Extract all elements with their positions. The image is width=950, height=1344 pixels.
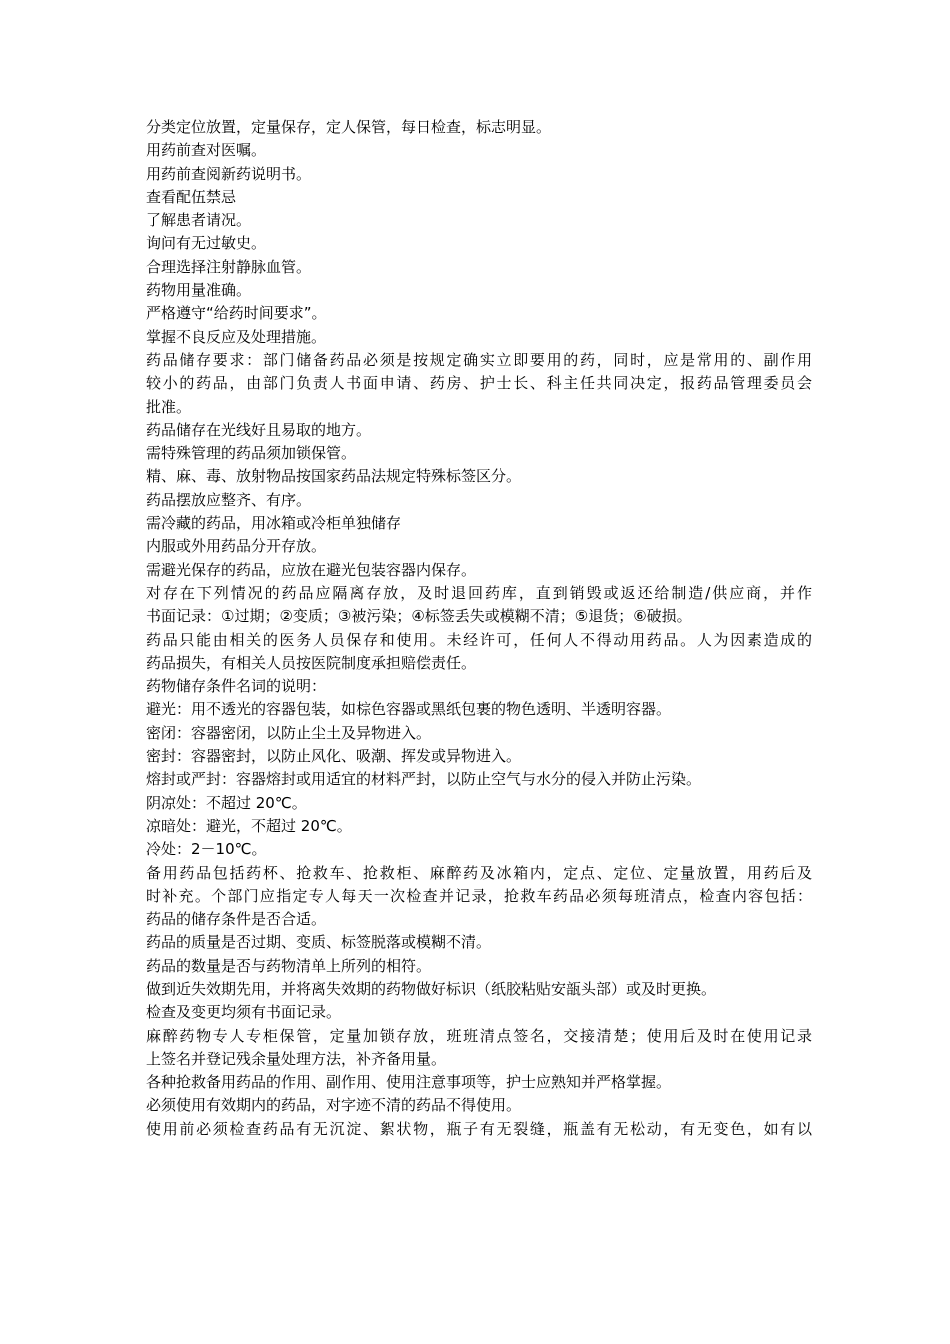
text-line: 用药前查对医嘱。 — [146, 141, 267, 160]
text-line: 查看配伍禁忌 — [146, 187, 237, 206]
document-body — [146, 116, 812, 1141]
text-line: 询问有无过敏史。 — [146, 234, 267, 253]
text-line: 需冷藏的药品，用冰箱或冷柜单独储存 — [146, 514, 402, 533]
text-line: 内服或外用药品分开存放。 — [146, 537, 327, 556]
text-line: 药物用量准确。 — [146, 281, 252, 300]
text-line: 备用药品包括药杯、抢救车、抢救柜、麻醉药及冰箱内，定点、定位、定量放置，用药后及 — [146, 863, 812, 882]
text-line: 检查及变更均须有书面记录。 — [146, 1003, 342, 1022]
text-line: 需避光保存的药品，应放在避光包装容器内保存。 — [146, 560, 477, 579]
text-line: 药品储存要求：部门储备药品必须是按规定确实立即要用的药，同时，应是常用的、副作用 — [146, 350, 812, 369]
text-line: 药品的储存条件是否合适。 — [146, 910, 327, 929]
text-line: 冷处：2－10℃。 — [146, 840, 267, 859]
text-line: 需特殊管理的药品须加锁保管。 — [146, 444, 357, 463]
text-line: 凉暗处：避光，不超过 20℃。 — [146, 816, 352, 835]
text-line: 对存在下列情况的药品应隔离存放，及时退回药库，直到销毁或返还给制造/供应商，并作 — [146, 583, 812, 602]
text-line: 药物储存条件名词的说明： — [146, 677, 327, 696]
text-line: 药品的数量是否与药物清单上所列的相符。 — [146, 956, 432, 975]
text-line: 精、麻、毒、放射物品按国家药品法规定特殊标签区分。 — [146, 467, 522, 486]
text-line: 药品的质量是否过期、变质、标签脱落或模糊不清。 — [146, 933, 492, 952]
text-line: 较小的药品，由部门负责人书面申请、药房、护士长、科主任共同决定，报药品管理委员会 — [146, 374, 812, 393]
text-line: 使用前必须检查药品有无沉淀、絮状物，瓶子有无裂缝，瓶盖有无松动，有无变色，如有以 — [146, 1119, 812, 1138]
text-line: 阴凉处：不超过 20℃。 — [146, 793, 307, 812]
text-line: 严格遵守“给药时间要求”。 — [146, 304, 327, 323]
text-line: 密闭：容器密闭，以防止尘土及异物进入。 — [146, 723, 432, 742]
text-line: 时补充。个部门应指定专人每天一次检查并记录，抢救车药品必须每班清点，检查内容包括： — [146, 886, 812, 905]
text-line: 掌握不良反应及处理措施。 — [146, 327, 327, 346]
text-line: 药品摆放应整齐、有序。 — [146, 490, 312, 509]
text-line: 分类定位放置，定量保存，定人保管，每日检查，标志明显。 — [146, 118, 552, 136]
text-line: 书面记录：①过期；②变质；③被污染；④标签丢失或模糊不清；⑤退货；⑥破损。 — [146, 607, 692, 626]
text-line: 避光：用不透光的容器包装，如棕色容器或黑纸包裹的物色透明、半透明容器。 — [146, 700, 672, 719]
text-line: 药品储存在光线好且易取的地方。 — [146, 420, 372, 439]
text-line: 合理选择注射静脉血管。 — [146, 257, 312, 276]
text-line: 了解患者请况。 — [146, 211, 252, 230]
text-line: 用药前查阅新药说明书。 — [146, 164, 312, 183]
text-line: 药品只能由相关的医务人员保存和使用。未经许可，任何人不得动用药品。人为因素造成的 — [146, 630, 812, 649]
text-line: 各种抢救备用药品的作用、副作用、使用注意事项等，护士应熟知并严格掌握。 — [146, 1073, 672, 1092]
text-line: 熔封或严封：容器熔封或用适宜的材料严封，以防止空气与水分的侵入并防止污染。 — [146, 770, 702, 789]
text-line: 药品损失，有相关人员按医院制度承担赔偿责任。 — [146, 653, 477, 672]
text-line: 做到近失效期先用，并将离失效期的药物做好标识（纸胶粘贴安瓿头部）或及时更换。 — [146, 979, 717, 998]
text-line: 密封：容器密封，以防止风化、吸潮、挥发或异物进入。 — [146, 747, 522, 766]
text-line: 必须使用有效期内的药品，对字迹不清的药品不得使用。 — [146, 1096, 522, 1115]
text-line: 上签名并登记残余量处理方法，补齐备用量。 — [146, 1049, 447, 1068]
text-line: 麻醉药物专人专柜保管，定量加锁存放，班班清点签名，交接清楚；使用后及时在使用记录 — [146, 1026, 812, 1045]
text-line: 批准。 — [146, 397, 192, 416]
